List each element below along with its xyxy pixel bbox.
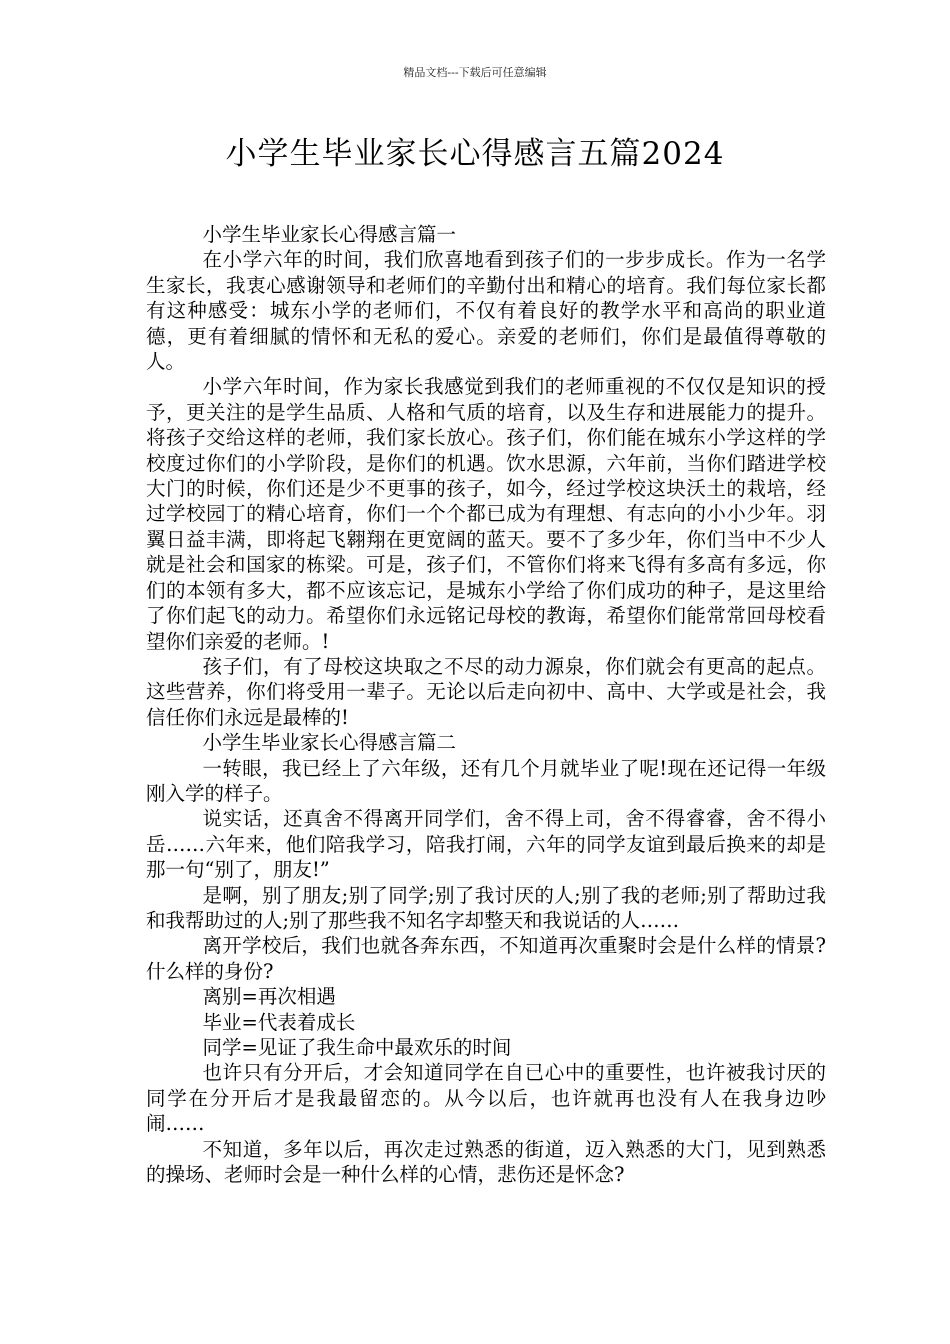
paragraph: 也许只有分开后，才会知道同学在自已心中的重要性，也许被我讨厌的同学在分开后才是我最留恋的。从今以后，也许就再也没有人在我身边吵闹……	[146, 1061, 826, 1136]
paragraph: 是啊，别了朋友;别了同学;别了我讨厌的人;别了我的老师;别了帮助过我和我帮助过的人;别了那些我不知名字却整天和我说话的人……	[146, 883, 826, 932]
paragraph: 一转眼，我已经上了六年级，还有几个月就毕业了呢!现在还记得一年级刚入学的样子。	[146, 756, 826, 805]
paragraph: 离别=再次相遇	[202, 985, 336, 1009]
paragraph: 同学=见证了我生命中最欢乐的时间	[202, 1036, 512, 1059]
paragraph: 在小学六年的时间，我们欣喜地看到孩子们的一步步成长。作为一名学生家长，我衷心感谢领导和老师们的辛勤付出和精心的培育。我们每位家长都有这种感受：城东小学的老师们，不仅有着良好的教学水平和高尚的职业道德，更有着细腻的情怀和无私的爱心。亲爱的老师们，你们是最值得尊敬的人。	[146, 248, 826, 374]
page-header: 精品文档---下载后可任意编辑	[403, 66, 547, 79]
paragraph: 毕业=代表着成长	[202, 1010, 356, 1034]
paragraph: 小学六年时间，作为家长我感觉到我们的老师重视的不仅仅是知识的授予，更关注的是学生品质、人格和气质的培育，以及生存和进展能力的提升。将孩子交给这样的老师，我们家长放心。孩子们，你们能在城东小学这样的学校度过你们的小学阶段，是你们的机遇。饮水思源，六年前，当你们踏进学校大门的时候，你们还是少不更事的孩子，如今，经过学校这块沃土的栽培，经过学校园丁的精心培育，你们一个个都已成为有理想、有志向的小小少年。羽翼日益丰满，即将起飞翱翔在更宽阔的蓝天。要不了多少年，你们当中不少人就是社会和国家的栋梁。可是，孩子们，不管你们将来飞得有多高有多远，你们的本领有多大，都不应该忘记，是城东小学给了你们成功的种子，是这里给了你们起飞的动力。希望你们永远铭记母校的教诲，希望你们能常常回母校看望你们亲爱的老师。!	[146, 375, 826, 653]
paragraph: 离开学校后，我们也就各奔东西，不知道再次重聚时会是什么样的情景?什么样的身份?	[146, 934, 826, 983]
paragraph: 孩子们，有了母校这块取之不尽的动力源泉，你们就会有更高的起点。这些营养，你们将受用一辈子。无论以后走向初中、高中、大学或是社会，我信任你们永远是最棒的!	[146, 654, 826, 729]
section-heading: 小学生毕业家长心得感言篇二	[202, 731, 457, 755]
document-body	[146, 222, 826, 1187]
section-heading: 小学生毕业家长心得感言篇一	[202, 223, 457, 246]
paragraph: 不知道，多年以后，再次走过熟悉的街道，迈入熟悉的大门，见到熟悉的操场、老师时会是一种什么样的心情，悲伤还是怀念?	[146, 1137, 826, 1187]
paragraph: 说实话，还真舍不得离开同学们，舍不得上司，舍不得睿睿，舍不得小岳……六年来，他们陪我学习，陪我打闹，六年的同学友谊到最后换来的却是那一句“别了，朋友!”	[146, 807, 826, 882]
document-title: 小学生毕业家长心得感言五篇2024	[225, 136, 725, 172]
